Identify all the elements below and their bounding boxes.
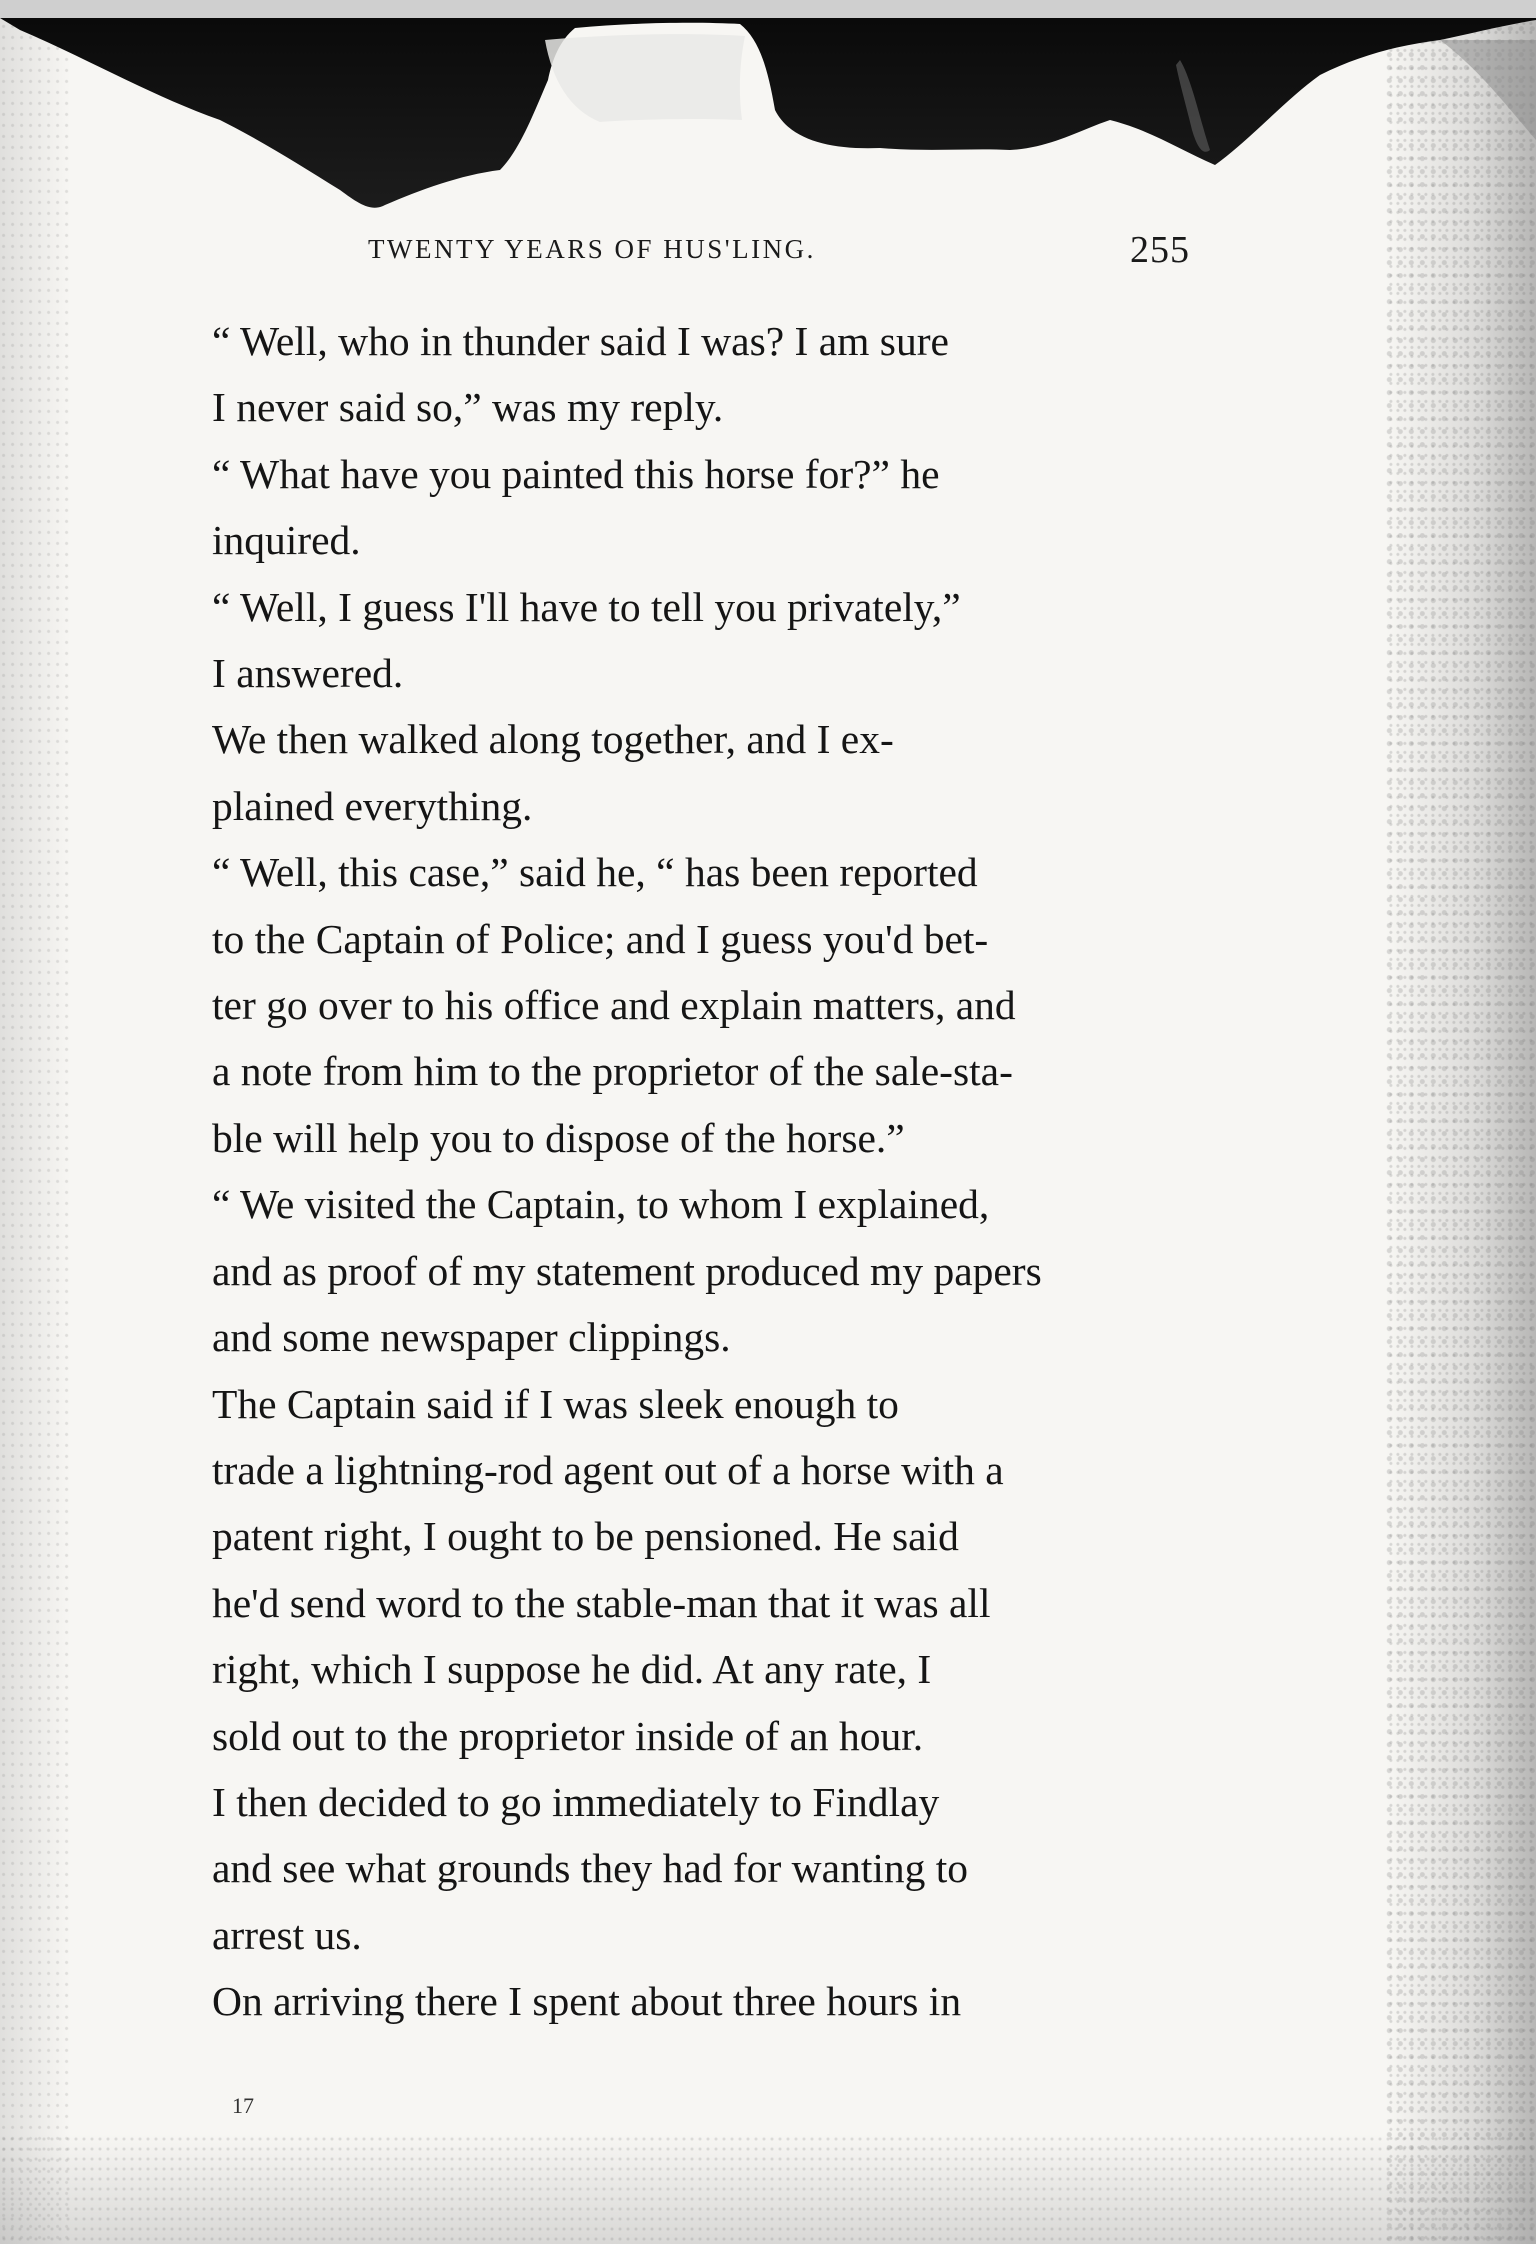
text-line: “ We visited the Captain, to whom I explained,	[212, 1181, 990, 1228]
text-line: I answered.	[212, 650, 404, 697]
page-bottom-edge-shading	[0, 2134, 1536, 2244]
torn-page-top-damage	[0, 0, 1536, 240]
text-line: arrest us.	[212, 1911, 362, 1958]
text-line: patent right, I ought to be pensioned. He said	[212, 1513, 959, 1560]
text-line: We then walked along together, and I ex-	[212, 716, 894, 763]
text-line: I never said so,” was my reply.	[212, 384, 724, 431]
paragraph	[170, 308, 1224, 441]
text-line: right, which I suppose he did. At any rate, I	[212, 1646, 932, 1693]
body-text	[170, 308, 1224, 2035]
paragraph	[170, 441, 1224, 574]
text-line: inquired.	[212, 517, 361, 564]
paragraph	[170, 1968, 1224, 2034]
text-line: plained everything.	[212, 782, 533, 829]
text-line: ter go over to his office and explain matters, and	[212, 982, 1016, 1029]
text-line: sold out to the proprietor inside of an hour.	[212, 1712, 924, 1759]
paragraph	[170, 1171, 1224, 1370]
signature-mark: 17	[232, 2093, 254, 2118]
text-line: to the Captain of Police; and I guess you'd bet-	[212, 915, 989, 962]
text-line: and as proof of my statement produced my papers	[212, 1247, 1042, 1294]
text-line: “ What have you painted this horse for?” he	[212, 450, 940, 497]
text-line: he'd send word to the stable-man that it was all	[212, 1579, 991, 1626]
paragraph	[170, 1371, 1224, 1769]
text-line: I then decided to go immediately to Findlay	[212, 1778, 940, 1825]
text-line: and some newspaper clippings.	[212, 1314, 731, 1361]
text-line: “ Well, who in thunder said I was? I am sure	[212, 318, 949, 364]
text-line: “ Well, this case,” said he, “ has been reported	[212, 849, 978, 896]
paragraph	[170, 706, 1224, 839]
text-line: ble will help you to dispose of the horse.”	[212, 1114, 905, 1161]
text-line: a note from him to the proprietor of the sale-sta-	[212, 1048, 1013, 1095]
paragraph	[170, 1769, 1224, 1968]
text-line: The Captain said if I was sleek enough to	[212, 1380, 899, 1427]
running-head: TWENTY YEARS OF HUS'LING.	[368, 234, 816, 264]
text-line: and see what grounds they had for wanting to	[212, 1845, 969, 1892]
text-line: On arriving there I spent about three hours in	[212, 1978, 962, 2025]
page-number: 255	[1130, 229, 1190, 271]
text-line: “ Well, I guess I'll have to tell you privately,”	[212, 583, 961, 630]
paragraph	[170, 574, 1224, 707]
page-right-edge-shading	[1386, 0, 1536, 2244]
paragraph	[170, 839, 1224, 1171]
page-left-edge-shading	[0, 0, 70, 2244]
page-header	[0, 228, 1536, 278]
text-line: trade a lightning-rod agent out of a horse with a	[212, 1446, 1004, 1493]
